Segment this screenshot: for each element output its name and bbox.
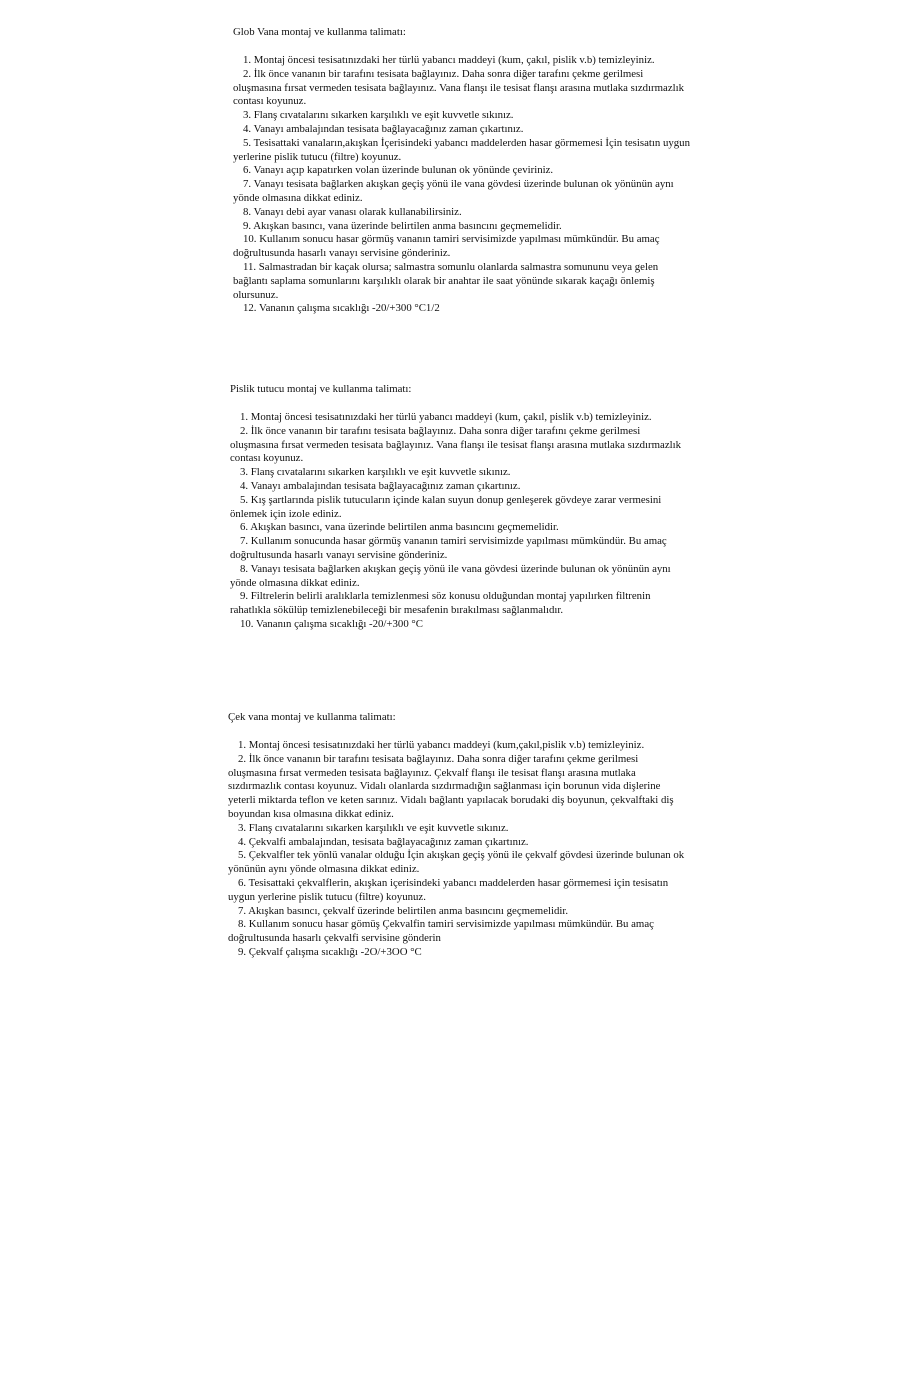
list-item: 1. Montaj öncesi tesisatınızdaki her türlü yabancı maddeyi (kum, çakıl, pislik v.b) temizleyiniz.: [243, 54, 655, 66]
list-item: 12. Vananın çalışma sıcaklığı -20/+300 °C1/2: [243, 302, 440, 315]
list-item: 7. Kullanım sonucunda hasar görmüş vananın tamiri servisimizde yapılması mümkündür. Bu amaç doğrultusunda hasarlı vanayı servisine gönderiniz.: [230, 535, 667, 561]
list-item: 10. Vananın çalışma sıcaklığı -20/+300 °C: [240, 617, 423, 630]
list-item: 9. Filtrelerin belirli aralıklarla temizlenmesi söz konusu olduğundan montaj yapılırken filtrenin rahatlıkla sökülüp temizlenebileceği bir mesafenin bırakılması sağlanmalıdır.: [230, 590, 651, 617]
list-item: 3. Flanş cıvatalarını sıkarken karşılıklı ve eşit kuvvetle sıkınız.: [243, 109, 514, 122]
list-item: 6. Akışkan basıncı, vana üzerinde belirtilen anma basıncını geçmemelidir.: [240, 521, 559, 534]
list-item: 1. Montaj öncesi tesisatınızdaki her türlü yabancı maddeyi (kum, çakıl, pislik v.b) temizleyiniz.: [240, 411, 652, 423]
list-item: 1. Montaj öncesi tesisatınızdaki her türlü yabancı maddeyi (kum,çakıl,pislik v.b) temizleyiniz.: [238, 739, 645, 751]
strainer-instructions: [230, 411, 690, 632]
strainer-title: Pislik tutucu montaj ve kullanma talimatı:: [230, 383, 412, 395]
list-item: 3. Flanş cıvatalarını sıkarken karşılıklı ve eşit kuvvetle sıkınız.: [238, 821, 509, 834]
list-item: 2. İlk önce vananın bir tarafını tesisata bağlayınız. Daha sonra diğer tarafını çekme gerilmesi oluşmasına fırsat vermeden tesisata bağlayınız. Vana flanşı ile tesisat flanşı arasına mutlaka sızdırmazlık contası koyunuz.: [233, 67, 685, 108]
list-item: 5. Çekvalfler tek yönlü vanalar olduğu İçin akışkan geçiş yönü ile çekvalf gövdesi üzerinde bulunan ok yönünün aynı yönde olmasına dikkat ediniz.: [228, 849, 685, 876]
list-item: 6. Vanayı açıp kapatırken volan üzerinde bulunan ok yönünde çeviriniz.: [243, 164, 554, 177]
list-item: 7. Akışkan basıncı, çekvalf üzerinde belirtilen anma basıncını geçmemelidir.: [238, 904, 569, 917]
list-item: 6. Tesisattaki çekvalflerin, akışkan içerisindeki yabancı maddelerden hasar görmemesi için tesisatın uygun yerlerine pislik tutucu (filtre) koyunuz.: [228, 876, 669, 903]
list-item: 9. Çekvalf çalışma sıcaklığı -2O/+3OO °C: [238, 945, 422, 958]
list-item: 4. Çekvalfi ambalajından, tesisata bağlayacağınız zaman çıkartınız.: [238, 835, 529, 848]
check-valve-instructions: [228, 739, 688, 960]
list-item: 4. Vanayı ambalajından tesisata bağlayacağınız zaman çıkartınız.: [243, 122, 524, 135]
list-item: 2. İlk önce vananın bir tarafını tesisata bağlayınız. Daha sonra diğer tarafını çekme gerilmesi oluşmasına fırsat vermeden tesisata bağlayınız. Vana flanşı ile tesisat flanşı arasına mutlaka sızdırmazlık contası koyunuz.: [230, 424, 682, 465]
list-item: 10. Kullanım sonucu hasar görmüş vananın tamiri servisimizde yapılması mümkündür. Bu amaç doğrultusunda hasarlı vanayı servisine gönderiniz.: [233, 233, 660, 260]
list-item: 8. Vanayı debi ayar vanası olarak kullanabilirsiniz.: [243, 205, 462, 218]
list-item: 9. Akışkan basıncı, vana üzerinde belirtilen anma basıncını geçmemelidir.: [243, 219, 562, 232]
glob-valve-instructions: [233, 54, 693, 316]
list-item: 11. Salmastradan bir kaçak olursa; salmastra somunlu olanlarda salmastra somununu veya gelen bağlantı saplama somunlarını karşılıklı olarak bir anahtar ile saat yönünde sıkarak kaçağı önlemiş olursunuz.: [233, 260, 659, 301]
list-item: 2. İlk önce vananın bir tarafını tesisata bağlayınız. Daha sonra diğer tarafını çekme gerilmesi oluşmasına fırsat vermeden tesisata bağlayınız. Çekvalf flanşı ile tesisat flanşı arasına mutlaka sızdırmazlık contası koyunuz. Vidalı olanlarda sızdırmadığın sağlanması için borunun vida dişlerine yeterli miktarda teflon ve keten sarınız. Vidalı bağlantı yapılacak borudaki diş boyunun, çekvalftaki diş boyundan kısa olmasına dikkat ediniz.: [228, 752, 674, 820]
list-item: 8. Vanayı tesisata bağlarken akışkan geçiş yönü ile vana gövdesi üzerinde bulunan ok yönünün aynı yönde olmasına dikkat ediniz.: [230, 562, 671, 589]
check-valve-title: Çek vana montaj ve kullanma talimatı:: [228, 711, 396, 723]
list-item: 5. Kış şartlarında pislik tutucuların içinde kalan suyun donup genleşerek gövdeye zarar vermesini önlemek için izole ediniz.: [230, 493, 662, 520]
list-item: 7. Vanayı tesisata bağlarken akışkan geçiş yönü ile vana gövdesi üzerinde bulunan ok yönünün aynı yönde olmasına dikkat ediniz.: [233, 178, 674, 204]
list-item: 8. Kullanım sonucu hasar gömüş Çekvalfin tamiri servisimizde yapılması mümkündür. Bu amaç doğrultusunda hasarlı çekvalfi servisine gönderin: [228, 918, 654, 945]
glob-valve-title: Glob Vana montaj ve kullanma talimatı:: [233, 26, 406, 38]
list-item: 5. Tesisattaki vanaların,akışkan İçerisindeki yabancı maddelerden hasar görmemesi İçin tesisatın uygun yerlerine pislik tutucu (filtre) koyunuz.: [233, 136, 690, 163]
list-item: 3. Flanş cıvatalarını sıkarken karşılıklı ve eşit kuvvetle sıkınız.: [240, 466, 511, 479]
list-item: 4. Vanayı ambalajından tesisata bağlayacağınız zaman çıkartınız.: [240, 479, 521, 492]
